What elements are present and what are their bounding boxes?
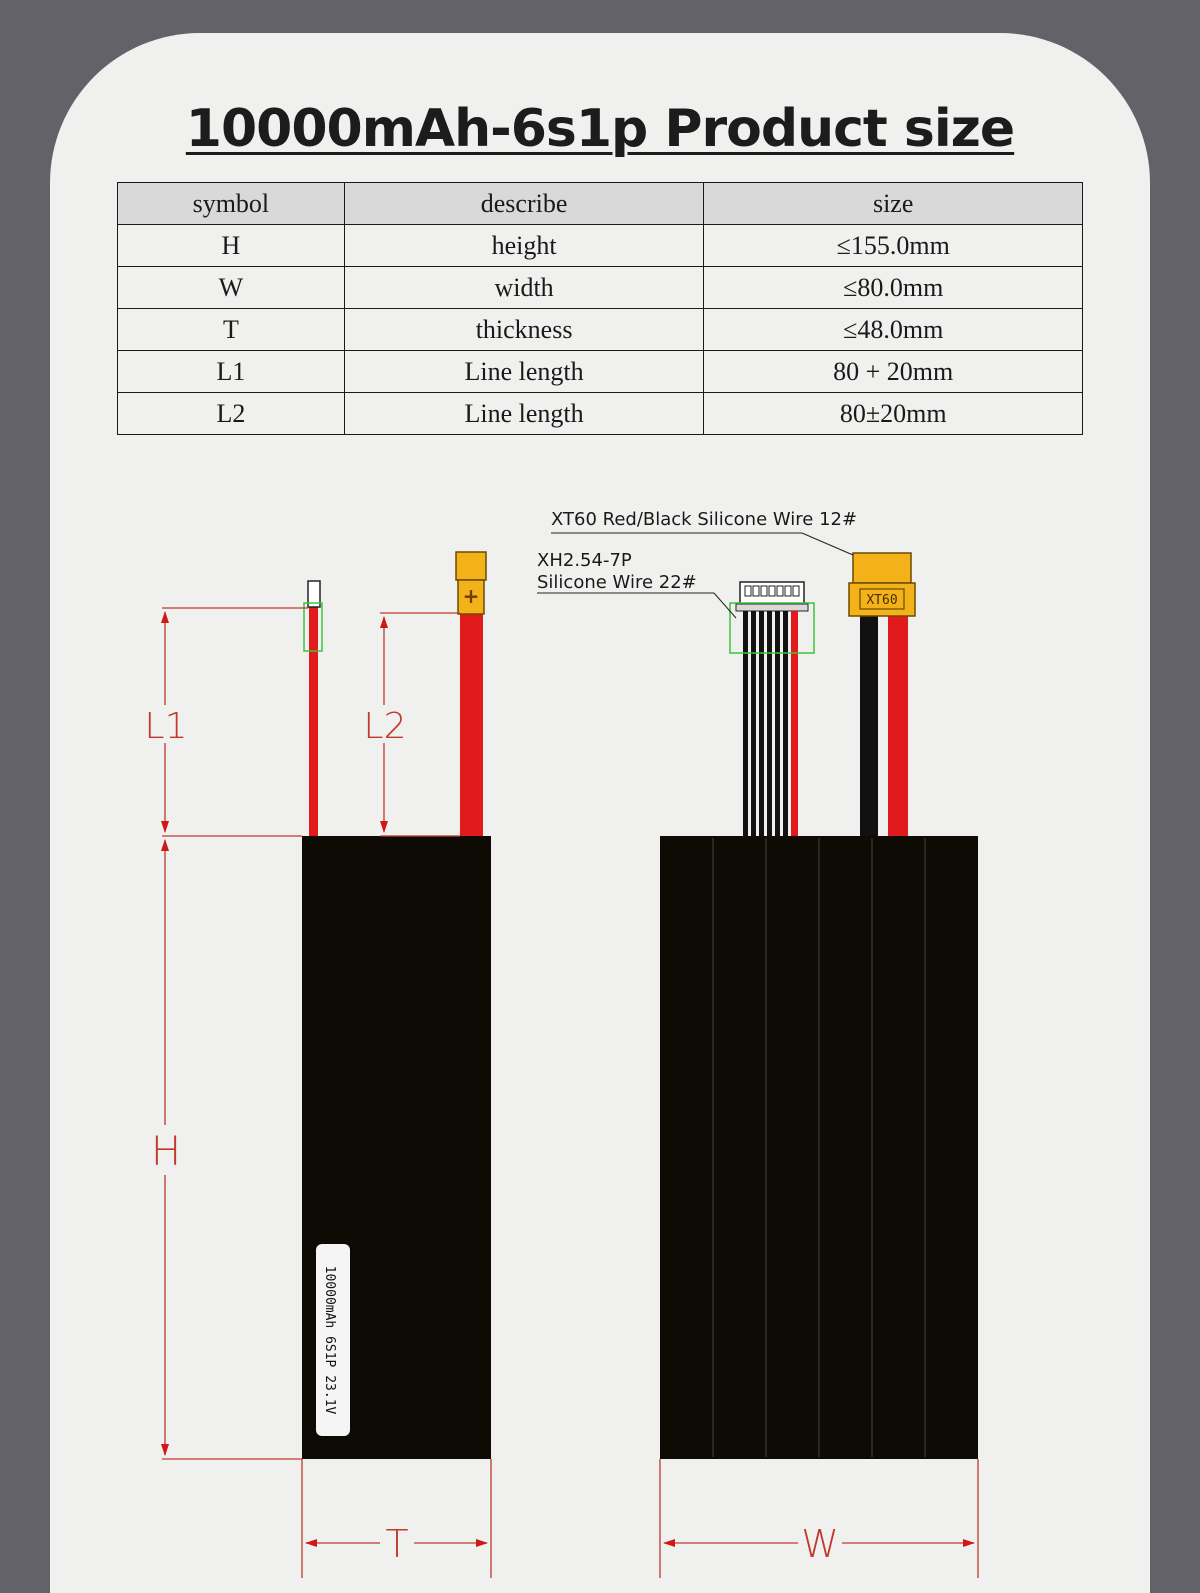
l2-label: L2 [363,706,407,747]
h-label: H [150,1129,182,1175]
t-label: T [385,1522,409,1566]
header-size: size [704,183,1083,225]
balance-wires [743,611,798,836]
cell-describe: width [344,267,704,309]
cell-size: ≤80.0mm [704,267,1083,309]
battery-label-text: 10000mAh 6S1P 23.1V [322,1265,337,1415]
front-view [537,533,978,1578]
cell-symbol: H [118,225,345,267]
balance-wire [309,605,318,836]
cell-symbol: T [118,309,345,351]
cell-size: 80 + 20mm [704,351,1083,393]
cell-symbol: L1 [118,351,345,393]
red-wire [888,615,908,836]
cell-size: ≤155.0mm [704,225,1083,267]
l1-label: L1 [144,706,188,747]
plus-sign: + [462,584,480,608]
xt60-plug-top [456,552,486,580]
header-symbol: symbol [118,183,345,225]
black-wire [860,615,878,836]
page-title: 10000mAh-6s1p Product size [185,99,1015,159]
xh-callout-line2: Silicone Wire 22# [537,572,697,593]
cell-describe: thickness [344,309,704,351]
xt60-callout: XT60 Red/Black Silicone Wire 12# [551,509,858,530]
xt60-text: XT60 [866,593,898,608]
battery-drawing [50,33,1150,1593]
product-card [50,33,1150,1593]
side-view [145,552,491,1578]
cell-symbol: W [118,267,345,309]
cell-symbol: L2 [118,393,345,435]
cell-size: 80±20mm [704,393,1083,435]
xh-callout-line1: XH2.54-7P [537,550,632,571]
cell-describe: height [344,225,704,267]
w-label: W [801,1522,839,1566]
xt60-top [853,553,911,583]
header-describe: describe [344,183,704,225]
main-wire [460,613,483,836]
cell-describe: Line length [344,393,704,435]
cell-size: ≤48.0mm [704,309,1083,351]
cell-describe: Line length [344,351,704,393]
